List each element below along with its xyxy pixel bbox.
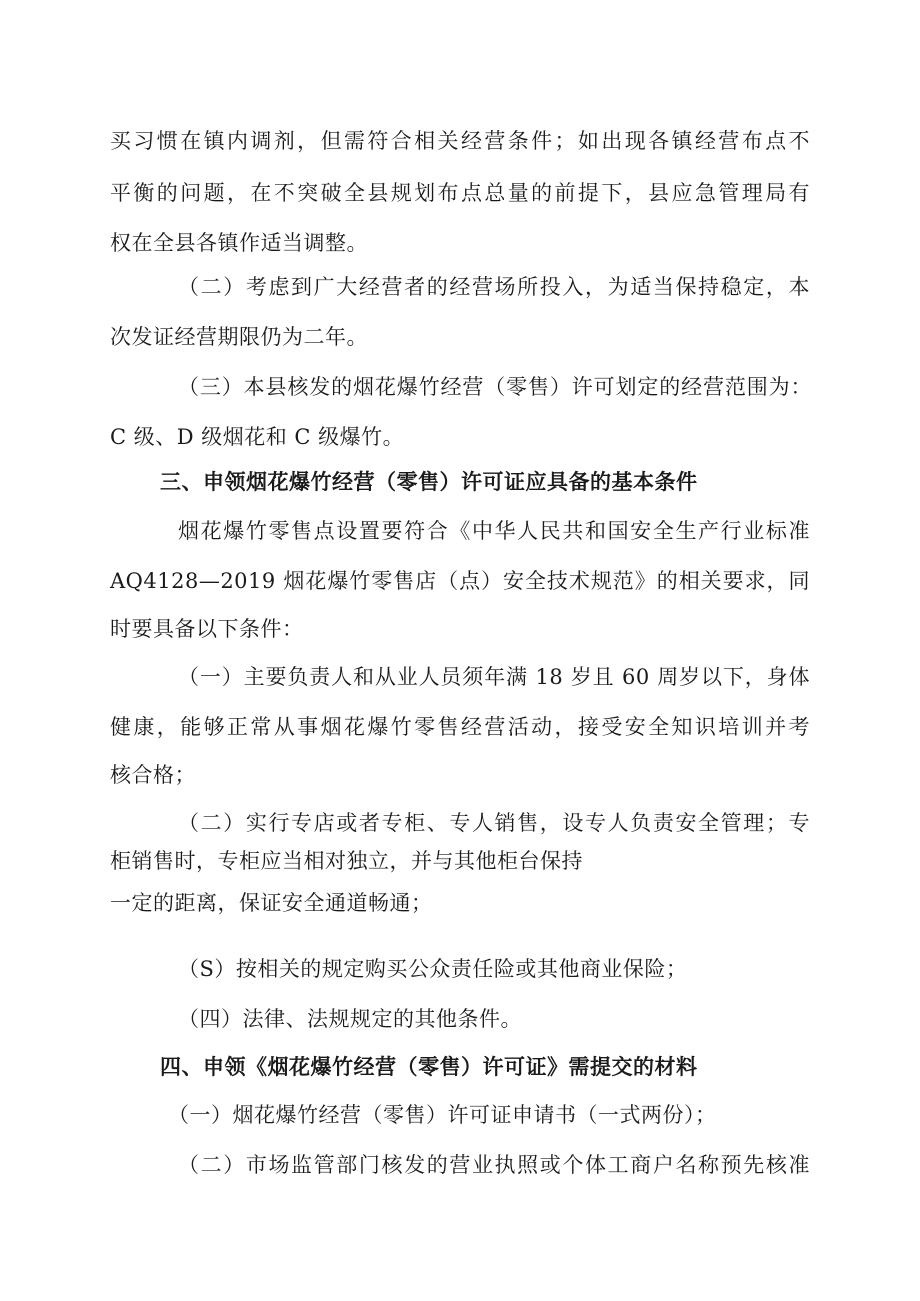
paragraph-line-2: 平衡的问题，在不突破全县规划布点总量的前提下，县应急管理局有 bbox=[110, 181, 810, 205]
paragraph-line-4: （二）考虑到广大经营者的经营场所投入，为适当保持稳定，本 bbox=[178, 275, 810, 299]
paragraph-line-3: 权在全县各镇作适当调整。 bbox=[110, 231, 368, 255]
paragraph-line-10: AQ4128—2019 烟花爆竹零售店（点）安全技术规范》的相关要求，同 bbox=[110, 569, 810, 593]
paragraph-line-6: （三）本县核发的烟花爆竹经营（零售）许可划定的经营范围为： bbox=[178, 375, 812, 399]
paragraph-line-12: （一）主要负责人和从业人员须年满 18 岁且 60 周岁以下，身体 bbox=[178, 665, 810, 689]
section-heading-4: 四、申领《烟花爆竹经营（零售）许可证》需提交的材料 bbox=[160, 1055, 698, 1079]
paragraph-line-9: 烟花爆竹零售点设置要符合《中华人民共和国安全生产行业标准 bbox=[178, 519, 810, 543]
paragraph-line-11: 时要具备以下条件： bbox=[110, 617, 304, 641]
paragraph-line-18: （S）按相关的规定购买公众责任险或其他商业保险； bbox=[178, 957, 688, 981]
paragraph-line-16: 柜销售时，专柜应当相对独立，并与其他柜台保持 bbox=[110, 849, 583, 873]
paragraph-line-19: （四）法律、法规规定的其他条件。 bbox=[178, 1007, 522, 1031]
paragraph-line-17: 一定的距离，保证安全通道畅通； bbox=[110, 891, 433, 915]
paragraph-line-14: 核合格； bbox=[110, 763, 196, 787]
paragraph-line-1: 买习惯在镇内调剂，但需符合相关经营条件；如出现各镇经营布点不 bbox=[110, 129, 810, 153]
paragraph-line-15: （二）实行专店或者专柜、专人销售，设专人负责安全管理；专 bbox=[178, 811, 810, 835]
paragraph-line-21: （一）烟花爆竹经营（零售）许可证申请书（一式两份）； bbox=[168, 1103, 717, 1127]
paragraph-line-5: 次发证经营期限仍为二年。 bbox=[110, 325, 368, 349]
paragraph-line-7: C 级、D 级烟花和 C 级爆竹。 bbox=[110, 425, 405, 449]
paragraph-line-13: 健康，能够正常从事烟花爆竹零售经营活动，接受安全知识培训并考 bbox=[110, 715, 810, 739]
paragraph-line-22: （二）市场监管部门核发的营业执照或个体工商户名称预先核准 bbox=[178, 1153, 810, 1177]
section-heading-3: 三、申领烟花爆竹经营（零售）许可证应具备的基本条件 bbox=[160, 470, 698, 494]
